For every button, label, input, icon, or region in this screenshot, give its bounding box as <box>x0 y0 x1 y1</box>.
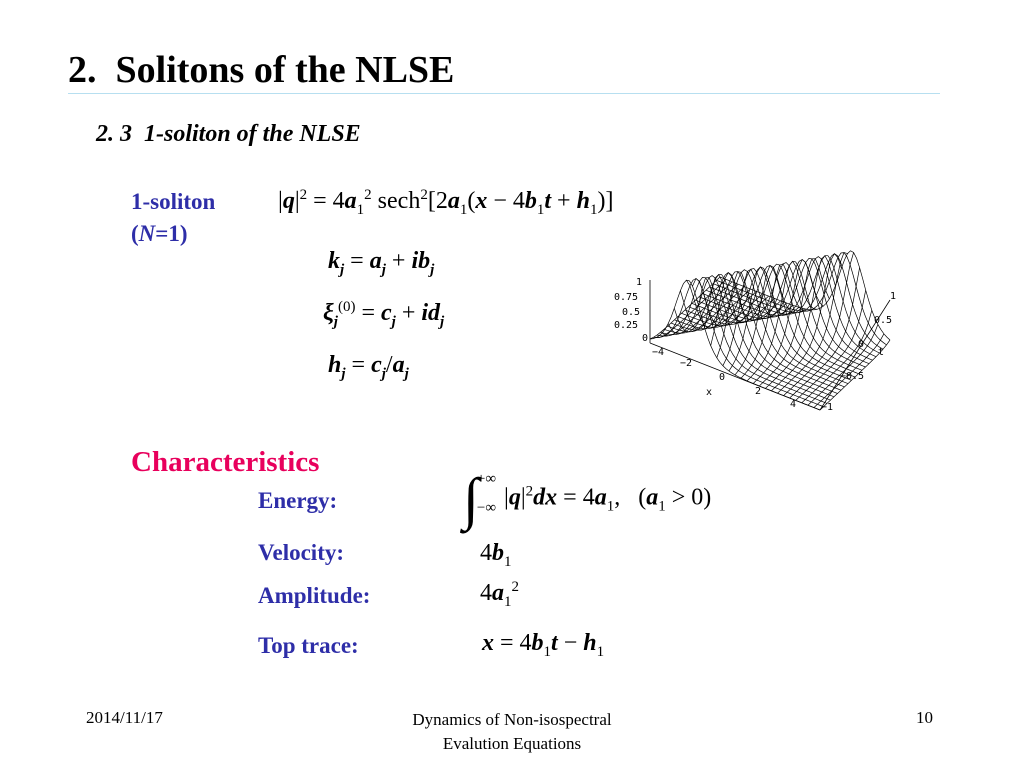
mesh-line <box>661 276 831 401</box>
slide-number: 10 <box>916 708 933 727</box>
mesh-line <box>657 277 827 403</box>
equation-amplitude: $4a_1^2$ <box>480 579 519 610</box>
t-tick-0: 0 <box>858 339 865 350</box>
x-axis-label: x <box>706 387 713 398</box>
mesh-line <box>650 277 720 339</box>
soliton-label <box>131 186 215 250</box>
amplitude-label: Amplitude: <box>258 583 371 608</box>
slide-title: 2. Solitons of the NLSE <box>68 49 455 91</box>
x-tick-m4: −4 <box>652 347 665 358</box>
equation-k: $k_j = a_j + ib_j$ <box>328 248 435 278</box>
equation-h: $h_j = c_j/a_j$ <box>328 352 409 382</box>
z-tick-05: 0.5 <box>622 307 641 318</box>
energy-label: Energy: <box>258 488 338 513</box>
mesh-line <box>656 279 726 337</box>
z-tick-1: 1 <box>636 277 643 288</box>
footer-course-line1: Dynamics of Non-isospectral <box>412 710 612 729</box>
t-axis-label: t <box>878 347 885 358</box>
soliton-label-line2: (N=1) <box>131 221 188 246</box>
velocity-label: Velocity: <box>258 540 345 565</box>
t-tick-05: 0.5 <box>874 315 893 326</box>
mesh-line <box>778 253 848 394</box>
x-tick-0: 0 <box>719 372 726 383</box>
x-tick-4: 4 <box>790 399 797 410</box>
equation-toptrace: $x = 4b_1t - h_1$ <box>482 630 605 660</box>
soliton-surface-plot <box>600 225 920 425</box>
footer-date: 2014/11/17 <box>86 708 163 727</box>
x-tick-m2: −2 <box>680 358 693 369</box>
z-tick-075: 0.75 <box>614 292 639 303</box>
equation-energy: ∫ +∞ −∞ $|q|^2dx = 4a_1$, $(a_1 > 0)$ <box>463 466 712 531</box>
equation-xi: $\xi_j^{(0)} = c_j + id_j$ <box>323 299 445 330</box>
surface-mesh <box>650 251 893 410</box>
equation-velocity: $4b_1$ <box>480 540 512 570</box>
footer-course <box>362 708 662 756</box>
equation-modulus: $|q|^2 = 4a_1^2$ $\sec h^2[2a_1(x - 4b_1t + h_1)]$ <box>278 187 614 218</box>
soliton-label-line1: 1-soliton <box>131 189 216 214</box>
t-tick-m1: −1 <box>821 402 834 413</box>
footer-course-line2: Evalution Equations <box>442 734 582 753</box>
x-tick-2: 2 <box>755 386 762 397</box>
z-tick-0: 0 <box>642 333 649 344</box>
section-subtitle: 2. 3 1-soliton of the NLSE <box>96 121 361 147</box>
t-tick-1: 1 <box>890 291 897 302</box>
mesh-line <box>675 270 845 387</box>
plot-axes <box>650 280 893 410</box>
toptrace-label: Top trace: <box>258 633 359 658</box>
title-divider <box>68 93 940 94</box>
t-tick-m05: −0.5 <box>840 371 865 382</box>
z-tick-025: 0.25 <box>614 320 639 331</box>
characteristics-heading: Characteristics <box>131 446 320 478</box>
